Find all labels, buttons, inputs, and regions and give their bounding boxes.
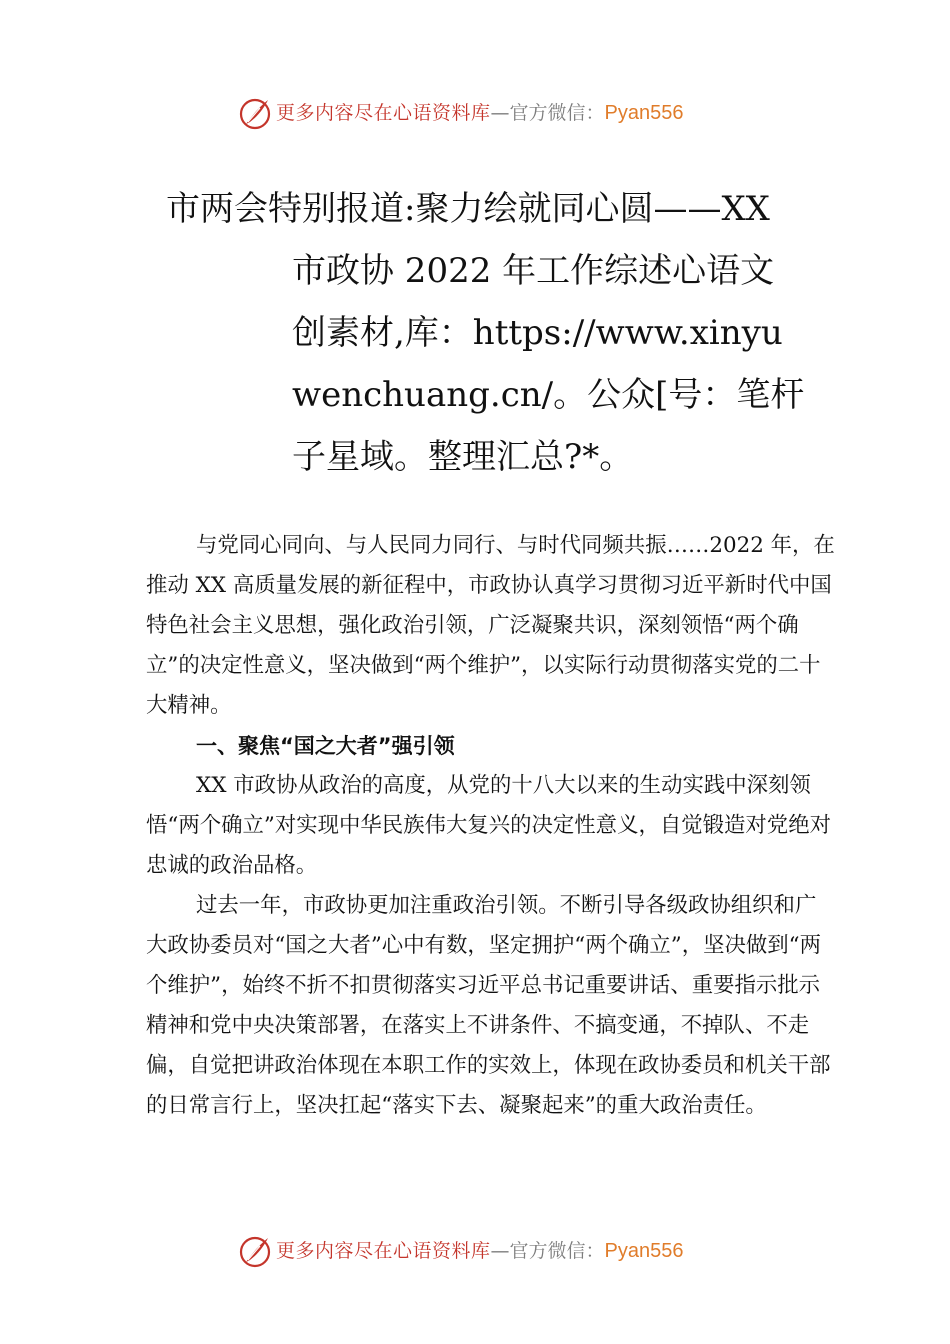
banner-text: [276, 100, 684, 126]
banner-promo: 更多内容尽在心语资料库: [276, 1240, 491, 1262]
paragraph-intro: 与党同心同向、与人民同力同行、与时代同频共振……2022 年，在推动 XX 高质量发展的新征程中，市政协认真学习贯彻习近平新时代中国特色社会主义思想，强化政治引领，广泛凝聚共识，深刻领悟“两个确立”的决定性意义，坚决做到“两个维护”，以实际行动贯彻落实党的二十大精神。: [146, 533, 835, 718]
banner-account: Pyan556: [604, 102, 684, 124]
banner-account: Pyan556: [604, 1240, 684, 1262]
title-line: wenchuang.cn/。公众[号：笔杆: [292, 375, 805, 415]
banner-text: [276, 1238, 684, 1264]
title-line: 子星域。整理汇总?*。: [292, 437, 634, 477]
banner-promo: 更多内容尽在心语资料库: [276, 102, 491, 124]
footer-banner: [0, 1230, 950, 1274]
banner-wechat-label: 官方微信：: [509, 102, 605, 124]
header-banner: [0, 92, 950, 136]
quill-pen-icon: [238, 1234, 272, 1268]
title-line: 市政协 2022 年工作综述心语文: [292, 251, 775, 291]
document-body: [146, 526, 836, 1126]
quill-pen-icon: [238, 96, 272, 130]
banner-dash: —: [490, 102, 510, 124]
paragraph: XX 市政协从政治的高度，从党的十八大以来的生动实践中深刻领悟“两个确立”对实现中华民族伟大复兴的决定性意义，自觉锻造对党绝对忠诚的政治品格。: [146, 773, 831, 878]
section-heading: 一、聚焦“国之大者”强引领: [196, 734, 455, 758]
banner-wechat-label: 官方微信：: [509, 1240, 605, 1262]
banner-dash: —: [490, 1240, 510, 1262]
title-line: 市两会特别报道:聚力绘就同心圆——XX: [166, 189, 770, 229]
title-line: 创素材,库：https://www.xinyu: [292, 313, 783, 353]
paragraph: 过去一年，市政协更加注重政治引领。不断引导各级政协组织和广大政协委员对“国之大者”心中有数，坚定拥护“两个确立”，坚决做到“两个维护”，始终不折不扣贯彻落实习近平总书记重要讲话、重要指示批示精神和党中央决策部署，在落实上不讲条件、不搞变通，不掉队、不走偏，自觉把讲政治体现在本职工作的实效上，体现在政协委员和机关干部的日常言行上，坚决扛起“落实下去、凝聚起来”的重大政治责任。: [146, 893, 831, 1118]
